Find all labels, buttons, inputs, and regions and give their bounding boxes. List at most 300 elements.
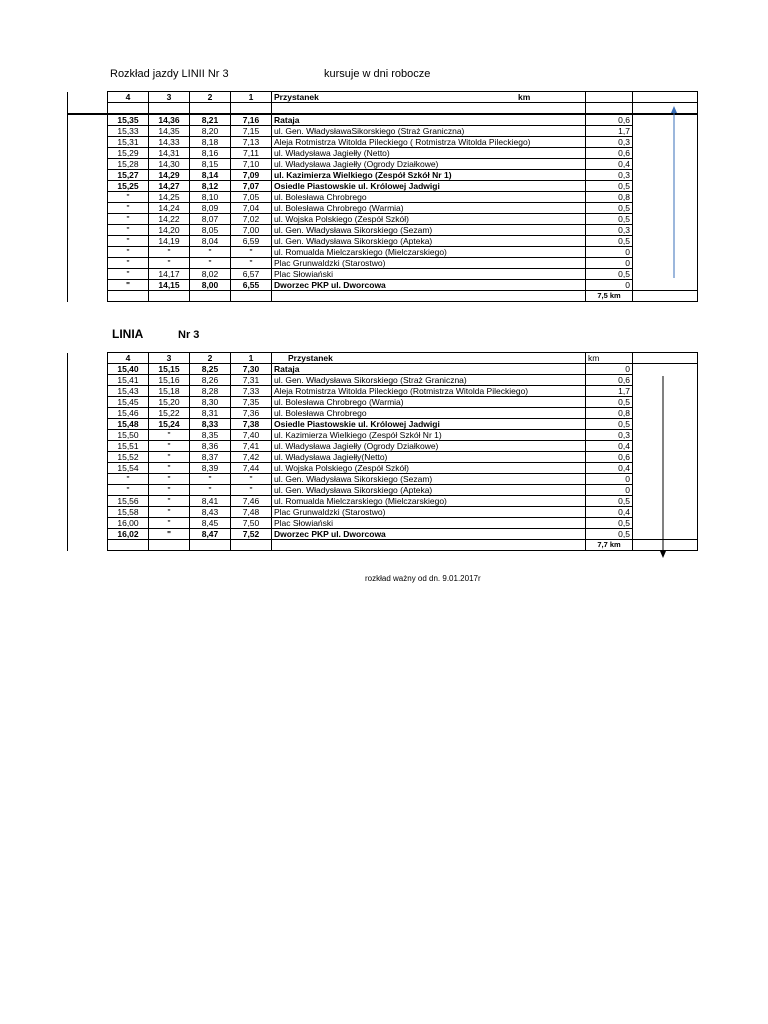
time-run-1: 6,55 xyxy=(231,280,272,291)
direction-up-arrow-icon xyxy=(668,106,680,286)
time-run-1: 7,52 xyxy=(231,529,272,540)
time-run-1: 7,36 xyxy=(231,408,272,419)
time-run-4: 15,33 xyxy=(108,126,149,137)
stop-km: 0,3 xyxy=(586,170,633,181)
time-run-2: 8,02 xyxy=(190,269,231,280)
time-run-2: 8,31 xyxy=(190,408,231,419)
stop-km: 0 xyxy=(586,485,633,496)
time-run-2: " xyxy=(190,474,231,485)
time-run-3: 14,19 xyxy=(149,236,190,247)
time-run-4: 15,43 xyxy=(108,386,149,397)
stop-km: 0,4 xyxy=(586,463,633,474)
blank-cell xyxy=(633,247,698,258)
time-run-1: 7,35 xyxy=(231,397,272,408)
col-header-stop: Przystanek xyxy=(272,92,586,103)
time-run-4: 16,02 xyxy=(108,529,149,540)
time-run-1: 6,57 xyxy=(231,269,272,280)
stop-km: 0,3 xyxy=(586,225,633,236)
time-run-1: 7,09 xyxy=(231,170,272,181)
blank-cell xyxy=(633,148,698,159)
blank-cell xyxy=(633,353,698,364)
time-run-4: " xyxy=(108,214,149,225)
time-run-2: 8,30 xyxy=(190,397,231,408)
time-run-3: " xyxy=(149,507,190,518)
stop-km: 0,5 xyxy=(586,181,633,192)
blank-cell xyxy=(68,280,108,291)
section-title-linia: LINIA xyxy=(112,327,144,341)
stop-km: 0,8 xyxy=(586,408,633,419)
table-row xyxy=(68,408,698,419)
blank-cell xyxy=(633,214,698,225)
blank-cell xyxy=(68,92,108,103)
stop-km: 1,7 xyxy=(586,386,633,397)
time-run-3: 15,20 xyxy=(149,397,190,408)
table-row xyxy=(68,225,698,236)
time-run-4: 15,51 xyxy=(108,441,149,452)
blank-cell xyxy=(231,540,272,551)
time-run-1: " xyxy=(231,485,272,496)
header-row xyxy=(68,92,698,103)
time-run-2: 8,35 xyxy=(190,430,231,441)
time-run-3: " xyxy=(149,452,190,463)
time-run-1: " xyxy=(231,258,272,269)
stop-km: 0,8 xyxy=(586,192,633,203)
time-run-3: 14,33 xyxy=(149,137,190,148)
table-row xyxy=(68,114,698,126)
blank-cell xyxy=(68,269,108,280)
time-run-4: 16,00 xyxy=(108,518,149,529)
total-row xyxy=(68,540,698,551)
time-run-1: 7,44 xyxy=(231,463,272,474)
stop-km: 1,7 xyxy=(586,126,633,137)
col-header-stop: Przystanek xyxy=(272,353,586,364)
time-run-1: 7,16 xyxy=(231,114,272,126)
stop-name: Osiedle Piastowskie ul. Królowej Jadwigi xyxy=(272,181,586,192)
stop-name: Aleja Rotmistrza Witolda Pileckiego (Rotmistrza Witolda Pileckiego) xyxy=(272,386,586,397)
time-run-4: 15,25 xyxy=(108,181,149,192)
time-run-3: 15,18 xyxy=(149,386,190,397)
blank-cell xyxy=(633,103,698,115)
blank-cell xyxy=(68,353,108,364)
time-run-4: 15,50 xyxy=(108,430,149,441)
time-run-1: 7,02 xyxy=(231,214,272,225)
table-row xyxy=(68,463,698,474)
time-run-2: 8,26 xyxy=(190,375,231,386)
time-run-3: 14,35 xyxy=(149,126,190,137)
col-header-2: 2 xyxy=(190,353,231,364)
time-run-1: 7,13 xyxy=(231,137,272,148)
blank-cell xyxy=(633,236,698,247)
time-run-1: 6,59 xyxy=(231,236,272,247)
validity-note: rozkład ważny od dn. 9.01.2017r xyxy=(365,574,481,583)
time-run-2: 8,36 xyxy=(190,441,231,452)
time-run-3: " xyxy=(149,430,190,441)
blank-cell xyxy=(68,430,108,441)
time-run-1: 7,46 xyxy=(231,496,272,507)
blank-cell xyxy=(633,258,698,269)
time-run-3: " xyxy=(149,247,190,258)
spacer-row xyxy=(68,103,698,115)
time-run-3: 14,36 xyxy=(149,114,190,126)
blank-cell xyxy=(231,103,272,115)
table-row xyxy=(68,518,698,529)
time-run-2: 8,45 xyxy=(190,518,231,529)
time-run-4: 15,46 xyxy=(108,408,149,419)
blank-cell xyxy=(633,170,698,181)
blank-cell xyxy=(633,192,698,203)
stop-km: 0,4 xyxy=(586,507,633,518)
time-run-4: " xyxy=(108,203,149,214)
time-run-4: 15,31 xyxy=(108,137,149,148)
stop-km: 0 xyxy=(586,280,633,291)
table-row xyxy=(68,137,698,148)
time-run-2: 8,20 xyxy=(190,126,231,137)
stop-km: 0,4 xyxy=(586,159,633,170)
time-run-3: 15,15 xyxy=(149,364,190,375)
stop-name: ul. Romualda Mielczarskiego (Mielczarskiego) xyxy=(272,496,586,507)
blank-cell xyxy=(633,159,698,170)
time-run-4: 15,28 xyxy=(108,159,149,170)
blank-cell xyxy=(68,496,108,507)
table-row xyxy=(68,441,698,452)
stop-km: 0,6 xyxy=(586,114,633,126)
total-row xyxy=(68,291,698,302)
blank-cell xyxy=(68,507,108,518)
time-run-4: " xyxy=(108,485,149,496)
stop-km: 0,5 xyxy=(586,269,633,280)
time-run-2: 8,07 xyxy=(190,214,231,225)
time-run-4: " xyxy=(108,236,149,247)
time-run-4: 15,40 xyxy=(108,364,149,375)
time-run-3: 14,27 xyxy=(149,181,190,192)
table-row xyxy=(68,192,698,203)
stop-km: 0 xyxy=(586,364,633,375)
time-run-2: 8,47 xyxy=(190,529,231,540)
time-run-2: 8,21 xyxy=(190,114,231,126)
table-row xyxy=(68,126,698,137)
time-run-3: " xyxy=(149,529,190,540)
blank-cell xyxy=(231,291,272,302)
time-run-2: 8,09 xyxy=(190,203,231,214)
time-run-1: 7,42 xyxy=(231,452,272,463)
time-run-2: 8,25 xyxy=(190,364,231,375)
blank-cell xyxy=(68,258,108,269)
blank-cell xyxy=(68,137,108,148)
stop-name: ul. Bolesława Chrobrego (Warmia) xyxy=(272,203,586,214)
stop-km: 0,3 xyxy=(586,430,633,441)
col-header-1: 1 xyxy=(231,92,272,103)
stop-name: ul. Gen. Władysława Sikorskiego (Straż Graniczna) xyxy=(272,375,586,386)
time-run-4: " xyxy=(108,474,149,485)
time-run-2: " xyxy=(190,247,231,258)
time-run-2: " xyxy=(190,258,231,269)
time-run-2: 8,37 xyxy=(190,452,231,463)
time-run-3: 14,31 xyxy=(149,148,190,159)
blank-cell xyxy=(272,540,586,551)
stop-name: Rataja xyxy=(272,364,586,375)
table-row xyxy=(68,496,698,507)
blank-cell xyxy=(272,291,586,302)
time-run-2: 8,15 xyxy=(190,159,231,170)
stop-km: 0,5 xyxy=(586,203,633,214)
blank-cell xyxy=(68,170,108,181)
table-row xyxy=(68,269,698,280)
blank-cell xyxy=(190,540,231,551)
time-run-4: 15,35 xyxy=(108,114,149,126)
blank-cell xyxy=(108,103,149,115)
time-run-1: 7,33 xyxy=(231,386,272,397)
blank-cell xyxy=(68,452,108,463)
time-run-3: 15,22 xyxy=(149,408,190,419)
blank-cell xyxy=(68,236,108,247)
time-run-3: " xyxy=(149,485,190,496)
blank-cell xyxy=(68,386,108,397)
time-run-3: 14,24 xyxy=(149,203,190,214)
stop-name: ul. Władysława Jagiełły (Netto) xyxy=(272,148,586,159)
blank-cell xyxy=(149,540,190,551)
blank-cell xyxy=(149,103,190,115)
blank-cell xyxy=(68,540,108,551)
stop-km: 0,6 xyxy=(586,375,633,386)
time-run-3: 14,30 xyxy=(149,159,190,170)
time-run-4: 15,58 xyxy=(108,507,149,518)
table-row xyxy=(68,375,698,386)
blank-cell xyxy=(633,126,698,137)
table-row xyxy=(68,397,698,408)
time-run-2: 8,43 xyxy=(190,507,231,518)
time-run-1: " xyxy=(231,474,272,485)
time-run-4: 15,41 xyxy=(108,375,149,386)
table-row xyxy=(68,236,698,247)
blank-cell xyxy=(68,291,108,302)
time-run-1: 7,48 xyxy=(231,507,272,518)
time-run-1: 7,31 xyxy=(231,375,272,386)
time-run-4: " xyxy=(108,258,149,269)
time-run-1: " xyxy=(231,247,272,258)
stop-name: Osiedle Piastowskie ul. Królowej Jadwigi xyxy=(272,419,586,430)
blank-cell xyxy=(68,485,108,496)
time-run-1: 7,30 xyxy=(231,364,272,375)
time-run-3: 14,25 xyxy=(149,192,190,203)
stop-name: ul. Gen. Władysława Sikorskiego (Sezam) xyxy=(272,474,586,485)
stop-name: ul. Bolesława Chrobrego xyxy=(272,408,586,419)
stop-name: Plac Grunwaldzki (Starostwo) xyxy=(272,507,586,518)
col-header-2: 2 xyxy=(190,92,231,103)
table-row xyxy=(68,419,698,430)
blank-cell xyxy=(68,181,108,192)
time-run-2: 8,41 xyxy=(190,496,231,507)
table-row xyxy=(68,247,698,258)
stop-km: 0 xyxy=(586,247,633,258)
time-run-4: " xyxy=(108,225,149,236)
time-run-2: 8,12 xyxy=(190,181,231,192)
time-run-2: 8,14 xyxy=(190,170,231,181)
time-run-3: 14,15 xyxy=(149,280,190,291)
table-row xyxy=(68,203,698,214)
time-run-3: 14,20 xyxy=(149,225,190,236)
blank-cell xyxy=(633,114,698,126)
stop-name: ul. Gen. Władysława Sikorskiego (Apteka) xyxy=(272,485,586,496)
blank-cell xyxy=(68,364,108,375)
time-run-2: 8,10 xyxy=(190,192,231,203)
stop-km: 0,5 xyxy=(586,397,633,408)
stop-km: 0,3 xyxy=(586,137,633,148)
stop-name: Dworzec PKP ul. Dworcowa xyxy=(272,529,586,540)
time-run-4: " xyxy=(108,192,149,203)
stop-name: ul. Wojska Polskiego (Zespół Szkół) xyxy=(272,463,586,474)
time-run-2: 8,04 xyxy=(190,236,231,247)
time-run-3: " xyxy=(149,258,190,269)
blank-cell xyxy=(190,103,231,115)
time-run-4: " xyxy=(108,280,149,291)
time-run-3: " xyxy=(149,474,190,485)
stop-name: Plac Słowiański xyxy=(272,518,586,529)
stop-km: 0 xyxy=(586,474,633,485)
time-run-1: 7,00 xyxy=(231,225,272,236)
time-run-1: 7,07 xyxy=(231,181,272,192)
time-run-3: 15,16 xyxy=(149,375,190,386)
schedule-title: Rozkład jazdy LINII Nr 3 xyxy=(110,68,229,80)
stop-name: ul. Gen. WładysławaSikorskiego (Straż Graniczna) xyxy=(272,126,586,137)
stop-km: 0,5 xyxy=(586,496,633,507)
stop-name: ul. Gen. Władysława Sikorskiego (Sezam) xyxy=(272,225,586,236)
time-run-3: 14,17 xyxy=(149,269,190,280)
blank-cell xyxy=(68,419,108,430)
time-run-4: 15,45 xyxy=(108,397,149,408)
time-run-1: 7,40 xyxy=(231,430,272,441)
time-run-1: 7,50 xyxy=(231,518,272,529)
stop-name: ul. Kazimierza Wielkiego (Zespół Szkół Nr 1) xyxy=(272,170,586,181)
table-row xyxy=(68,364,698,375)
time-run-1: 7,10 xyxy=(231,159,272,170)
blank-cell xyxy=(68,203,108,214)
time-run-1: 7,11 xyxy=(231,148,272,159)
time-run-3: " xyxy=(149,441,190,452)
timetable-line3-outbound xyxy=(67,91,698,302)
blank-cell xyxy=(633,269,698,280)
stop-name: Plac Słowiański xyxy=(272,269,586,280)
time-run-1: 7,38 xyxy=(231,419,272,430)
blank-cell xyxy=(68,397,108,408)
time-run-2: 8,28 xyxy=(190,386,231,397)
stop-km: 0,6 xyxy=(586,148,633,159)
col-header-1: 1 xyxy=(231,353,272,364)
schedule-subtitle: kursuje w dni robocze xyxy=(324,68,431,80)
stop-name: ul. Gen. Władysława Sikorskiego (Apteka) xyxy=(272,236,586,247)
table-row xyxy=(68,386,698,397)
stop-km: 0,5 xyxy=(586,419,633,430)
blank-cell xyxy=(68,214,108,225)
time-run-2: 8,00 xyxy=(190,280,231,291)
time-run-2: " xyxy=(190,485,231,496)
blank-cell xyxy=(633,181,698,192)
timetable-line3-return xyxy=(67,352,698,551)
table-row xyxy=(68,258,698,269)
time-run-4: 15,56 xyxy=(108,496,149,507)
blank-cell xyxy=(68,529,108,540)
time-run-3: " xyxy=(149,518,190,529)
blank-cell xyxy=(68,103,108,115)
col-header-4: 4 xyxy=(108,353,149,364)
stop-km: 0,5 xyxy=(586,214,633,225)
stop-km: 0,5 xyxy=(586,529,633,540)
stop-name: ul. Władysława Jagiełły(Netto) xyxy=(272,452,586,463)
col-header-3: 3 xyxy=(149,353,190,364)
stop-name: ul. Władysława Jagiełły (Ogrody Działkowe) xyxy=(272,159,586,170)
time-run-4: 15,27 xyxy=(108,170,149,181)
blank-cell xyxy=(633,137,698,148)
stop-name: Aleja Rotmistrza Witolda Pileckiego ( Rotmistrza Witolda Pileckiego) xyxy=(272,137,586,148)
blank-cell xyxy=(633,225,698,236)
blank-cell xyxy=(68,463,108,474)
col-header-3: 3 xyxy=(149,92,190,103)
direction-down-arrow-icon xyxy=(657,374,669,558)
blank-cell xyxy=(633,92,698,103)
table-row xyxy=(68,170,698,181)
blank-cell xyxy=(68,225,108,236)
blank-cell xyxy=(633,291,698,302)
stop-name: Dworzec PKP ul. Dworcowa xyxy=(272,280,586,291)
time-run-4: 15,48 xyxy=(108,419,149,430)
table-row xyxy=(68,280,698,291)
total-km: 7,7 km xyxy=(586,540,633,551)
stop-name: Plac Grunwaldzki (Starostwo) xyxy=(272,258,586,269)
table-row xyxy=(68,529,698,540)
blank-cell xyxy=(633,203,698,214)
table-row xyxy=(68,159,698,170)
time-run-4: " xyxy=(108,269,149,280)
table-row xyxy=(68,452,698,463)
blank-cell xyxy=(68,518,108,529)
section-title-number: Nr 3 xyxy=(178,329,200,341)
stop-km: 0,5 xyxy=(586,236,633,247)
time-run-4: " xyxy=(108,247,149,258)
blank-cell xyxy=(68,375,108,386)
time-run-2: 8,33 xyxy=(190,419,231,430)
time-run-2: 8,16 xyxy=(190,148,231,159)
blank-cell xyxy=(68,247,108,258)
blank-cell xyxy=(108,291,149,302)
stop-km: 0,6 xyxy=(586,452,633,463)
stop-km: 0,4 xyxy=(586,441,633,452)
time-run-3: " xyxy=(149,463,190,474)
blank-cell xyxy=(68,159,108,170)
blank-cell xyxy=(108,540,149,551)
table-row xyxy=(68,474,698,485)
time-run-4: 15,29 xyxy=(108,148,149,159)
col-header-km: km xyxy=(516,92,563,103)
stop-km: 0 xyxy=(586,258,633,269)
blank-cell xyxy=(68,126,108,137)
blank-cell xyxy=(586,103,633,115)
blank-cell xyxy=(633,364,698,375)
blank-cell xyxy=(633,280,698,291)
table-row xyxy=(68,507,698,518)
blank-cell xyxy=(68,114,108,126)
stop-name: ul. Romualda Mielczarskiego (Mielczarskiego) xyxy=(272,247,586,258)
time-run-1: 7,15 xyxy=(231,126,272,137)
time-run-3: 14,22 xyxy=(149,214,190,225)
time-run-2: 8,39 xyxy=(190,463,231,474)
time-run-4: 15,52 xyxy=(108,452,149,463)
stop-km: 0,5 xyxy=(586,518,633,529)
blank-cell xyxy=(68,148,108,159)
stop-name: ul. Kazimierza Wielkiego (Zespół Szkół Nr 1) xyxy=(272,430,586,441)
stop-name: Rataja xyxy=(272,114,586,126)
blank-cell xyxy=(149,291,190,302)
col-header-km: km xyxy=(586,353,633,364)
stop-name: ul. Wojska Polskiego (Zespół Szkół) xyxy=(272,214,586,225)
